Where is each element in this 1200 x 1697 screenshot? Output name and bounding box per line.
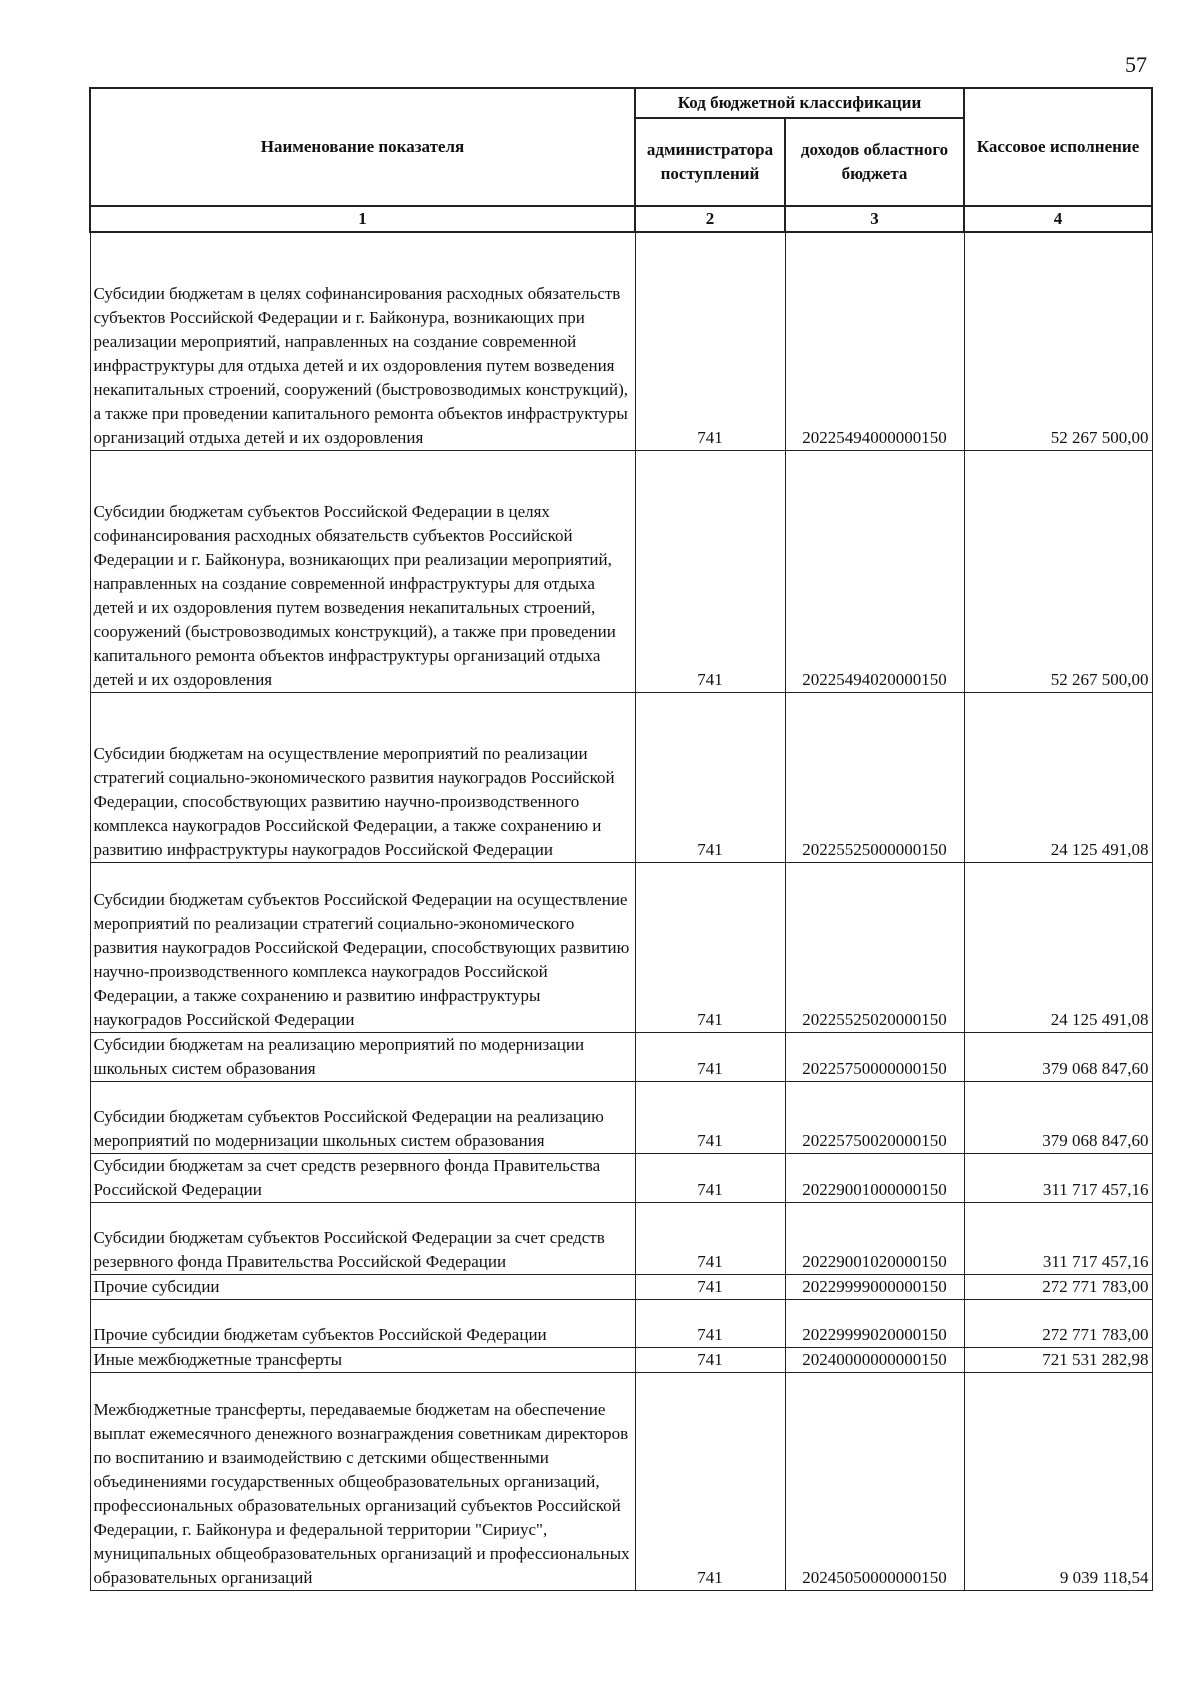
row-code: 20229001020000150 <box>785 1202 964 1274</box>
table-row <box>90 1081 1152 1153</box>
row-admin: 741 <box>635 1081 785 1153</box>
row-name: Прочие субсидии бюджетам субъектов Российской Федерации <box>90 1299 635 1347</box>
table-row <box>90 1032 1152 1081</box>
table-row <box>90 862 1152 1032</box>
header-classification: Код бюджетной классификации <box>635 88 964 118</box>
row-code: 20229001000000150 <box>785 1153 964 1202</box>
row-name: Субсидии бюджетам субъектов Российской Федерации на реализацию мероприятий по модернизации школьных систем образования <box>90 1081 635 1153</box>
header-income-code: доходов областного бюджета <box>785 118 964 206</box>
row-amount: 311 717 457,16 <box>964 1202 1152 1274</box>
table-row <box>90 1153 1152 1202</box>
row-code: 20225494020000150 <box>785 450 964 692</box>
table-row <box>90 1372 1152 1590</box>
row-admin: 741 <box>635 450 785 692</box>
page-number: 57 <box>1125 52 1147 77</box>
table-row <box>90 1299 1152 1347</box>
row-name: Субсидии бюджетам субъектов Российской Федерации в целях софинансирования расходных обязательств субъектов Российской Федерации и г. Байконура, возникающих при реализации мероприятий, направленных на создание современной инфраструктуры для отдыха детей и их оздоровления путем возведения некапитальных строений, сооружений (быстровозводимых конструкций), а также при проведении капитального ремонта объектов инфраструктуры организаций отдыха детей и их оздоровления <box>90 450 635 692</box>
row-amount: 721 531 282,98 <box>964 1347 1152 1372</box>
table-row <box>90 1202 1152 1274</box>
header-col-2: 2 <box>635 206 785 232</box>
row-name: Субсидии бюджетам за счет средств резервного фонда Правительства Российской Федерации <box>90 1153 635 1202</box>
row-name: Субсидии бюджетам на реализацию мероприятий по модернизации школьных систем образования <box>90 1032 635 1081</box>
row-code: 20225525000000150 <box>785 692 964 862</box>
row-code: 20225750000000150 <box>785 1032 964 1081</box>
row-admin: 741 <box>635 1032 785 1081</box>
row-code: 20225750020000150 <box>785 1081 964 1153</box>
row-code: 20225494000000150 <box>785 232 964 450</box>
row-name: Иные межбюджетные трансферты <box>90 1347 635 1372</box>
row-name: Субсидии бюджетам в целях софинансирования расходных обязательств субъектов Российской Федерации и г. Байконура, возникающих при реализации мероприятий, направленных на создание современной инфраструктуры для отдыха детей и их оздоровления путем возведения некапитальных строений, сооружений (быстровозводимых конструкций), а также при проведении капитального ремонта объектов инфраструктуры организаций отдыха детей и их оздоровления <box>90 232 635 450</box>
row-code: 20240000000000150 <box>785 1347 964 1372</box>
row-amount: 52 267 500,00 <box>964 232 1152 450</box>
row-admin: 741 <box>635 1274 785 1299</box>
header-execution: Кассовое исполнение <box>964 88 1152 206</box>
table-row <box>90 1274 1152 1299</box>
row-amount: 311 717 457,16 <box>964 1153 1152 1202</box>
row-admin: 741 <box>635 692 785 862</box>
row-amount: 24 125 491,08 <box>964 692 1152 862</box>
row-admin: 741 <box>635 1372 785 1590</box>
row-code: 20245050000000150 <box>785 1372 964 1590</box>
row-admin: 741 <box>635 1347 785 1372</box>
row-admin: 741 <box>635 232 785 450</box>
budget-table <box>89 87 1153 1591</box>
row-name: Субсидии бюджетам субъектов Российской Федерации на осуществление мероприятий по реализации стратегий социально-экономического развития наукоградов Российской Федерации, способствующих развитию научно-производственного комплекса наукоградов Российской Федерации, а также сохранению и развитию инфраструктуры наукоградов Российской Федерации <box>90 862 635 1032</box>
row-admin: 741 <box>635 1202 785 1274</box>
table-row <box>90 1347 1152 1372</box>
table-row <box>90 232 1152 450</box>
row-code: 20229999020000150 <box>785 1299 964 1347</box>
row-amount: 52 267 500,00 <box>964 450 1152 692</box>
row-name: Субсидии бюджетам на осуществление мероприятий по реализации стратегий социально-экономического развития наукоградов Российской Федерации, способствующих развитию научно-производственного комплекса наукоградов Российской Федерации, а также сохранению и развитию инфраструктуры наукоградов Российской Федерации <box>90 692 635 862</box>
row-name: Субсидии бюджетам субъектов Российской Федерации за счет средств резервного фонда Правительства Российской Федерации <box>90 1202 635 1274</box>
row-admin: 741 <box>635 1299 785 1347</box>
row-name: Прочие субсидии <box>90 1274 635 1299</box>
table-row <box>90 450 1152 692</box>
row-amount: 272 771 783,00 <box>964 1274 1152 1299</box>
header-col-4: 4 <box>964 206 1152 232</box>
header-col-1: 1 <box>90 206 635 232</box>
table-row <box>90 692 1152 862</box>
header-admin: администратора поступлений <box>635 118 785 206</box>
row-code: 20229999000000150 <box>785 1274 964 1299</box>
row-amount: 24 125 491,08 <box>964 862 1152 1032</box>
row-code: 20225525020000150 <box>785 862 964 1032</box>
row-amount: 272 771 783,00 <box>964 1299 1152 1347</box>
header-name: Наименование показателя <box>90 88 635 206</box>
row-admin: 741 <box>635 1153 785 1202</box>
row-amount: 9 039 118,54 <box>964 1372 1152 1590</box>
row-admin: 741 <box>635 862 785 1032</box>
row-amount: 379 068 847,60 <box>964 1081 1152 1153</box>
header-col-3: 3 <box>785 206 964 232</box>
row-name: Межбюджетные трансферты, передаваемые бюджетам на обеспечение выплат ежемесячного денежного вознаграждения советникам директоров по воспитанию и взаимодействию с детскими общественными объединениями государственных общеобразовательных организаций, профессиональных образовательных организаций субъектов Российской Федерации, г. Байконура и федеральной территории "Сириус", муниципальных общеобразовательных организаций и профессиональных образовательных организаций <box>90 1372 635 1590</box>
row-amount: 379 068 847,60 <box>964 1032 1152 1081</box>
